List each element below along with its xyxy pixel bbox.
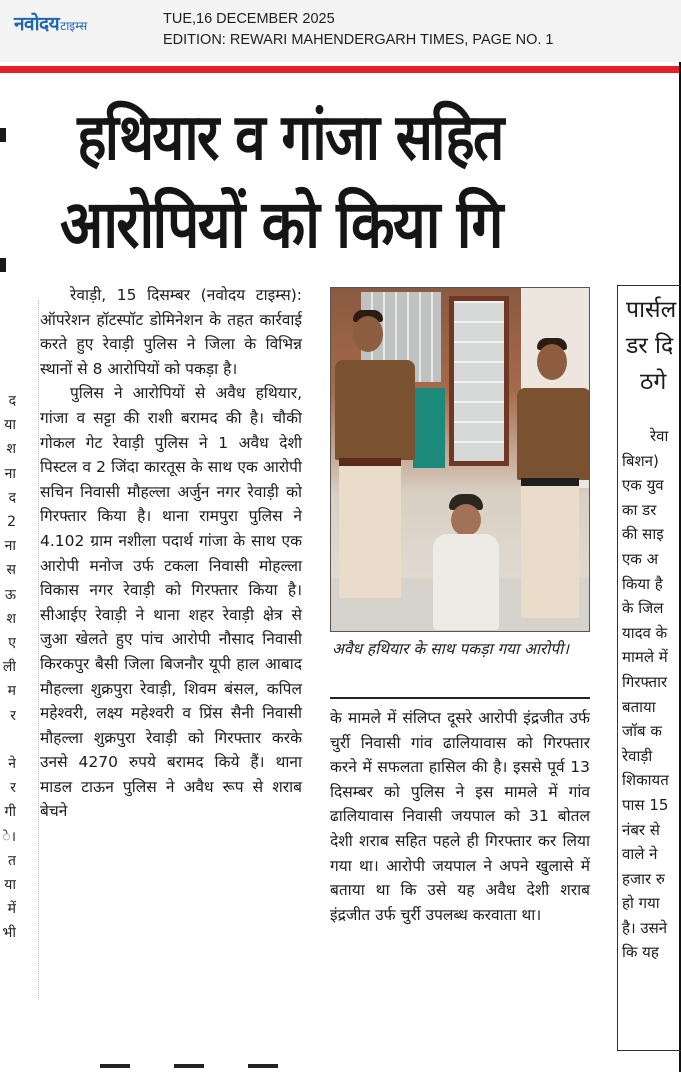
- edition-name: EDITION: REWARI MAHENDERGARH TIMES, PAGE NO. 1: [163, 32, 554, 48]
- sidebar-body-line: बिशन): [622, 451, 659, 470]
- headline-fragment: [100, 1064, 130, 1072]
- edition-date: TUE,16 DECEMBER 2025: [163, 11, 335, 27]
- headline-fragment: [248, 1064, 278, 1072]
- adjacent-story-left-clipped: [0, 80, 16, 1072]
- headline-line-1: हथियार व गांजा सहित: [77, 101, 503, 175]
- clipped-text-line: भी: [2, 925, 16, 942]
- sidebar-body-line: कि यह: [622, 943, 659, 962]
- clipped-text-line: ने: [8, 756, 16, 773]
- clipped-text-line: श: [6, 610, 16, 627]
- sidebar-body-line: मामले में: [622, 648, 668, 667]
- sidebar-body-line: है। उसने: [622, 918, 668, 937]
- article-paragraph: के मामले में संलिप्त दूसरे आरोपी इंद्रजीत उर्फ चुर्री निवासी गांव ढालियावास को गिरफ्तार करने में सफलता हासिल की है। इससे पूर्व 13 दिसम्बर को पुलिस ने इस मामले में गांव ढालियावास निवासी जयपाल को 31 बोतल देशी शराब सहित पहले ही गिरफ्तार कर लिया गया था। आरोपी जयपाल ने अपने खुलासे में बताया था कि उसे यह अवैध देशी शराब इंद्रजीत उर्फ चुर्री उपलब्ध करवाता था।: [330, 709, 590, 924]
- article-paragraph: रेवाड़ी, 15 दिसम्बर (नवोदय टाइम्स): ऑपरेशन हॉटस्पॉट डोमिनेशन के तहत कार्रवाई करते हुए रेवाड़ी पुलिस ने जिला के विभिन्न स्थानों से 8 आरोपियों को पकड़ा है।: [40, 286, 302, 378]
- clipped-text-line: त: [8, 852, 16, 869]
- clipped-text-line: र: [10, 707, 16, 724]
- newspaper-logo[interactable]: [14, 10, 87, 36]
- sidebar-body-line: वाले ने: [622, 845, 658, 864]
- caption-divider: [330, 697, 590, 699]
- article-column-1: [40, 283, 302, 824]
- clipped-text-line: र: [10, 780, 16, 797]
- sidebar-body-line: एक युव: [622, 476, 664, 495]
- clipped-text-line: े।: [2, 828, 16, 845]
- sidebar-headline-line: डर दि: [626, 333, 674, 359]
- logo-main-text: नवोदय: [14, 13, 60, 35]
- clipped-text-line: म: [7, 683, 16, 700]
- sidebar-body-line: एक अ: [622, 549, 659, 568]
- article-column-2: [330, 706, 590, 927]
- clipped-text-line: ना: [4, 465, 16, 482]
- sidebar-body-line: पास 15: [622, 795, 669, 814]
- sidebar-body-line: रेवा: [650, 427, 669, 445]
- sidebar-body-line: का डर: [622, 500, 657, 519]
- sidebar-body-line: हजार रु: [622, 869, 665, 888]
- clipped-text-line: गी: [4, 804, 16, 821]
- sidebar-body-line: शिकायत: [622, 771, 669, 790]
- sidebar-body-line: यादव के: [622, 623, 668, 642]
- sidebar-body-line: जॉब क: [622, 722, 662, 741]
- clipped-text-line: 2: [7, 514, 16, 531]
- sidebar-headline-line: पार्सल: [626, 297, 677, 323]
- clipped-text-line: स: [6, 562, 16, 579]
- sidebar-body-line: हो गया: [622, 894, 660, 913]
- clipped-text-line: में: [7, 901, 16, 918]
- headline-fragment: [174, 1064, 204, 1072]
- column-rule: [38, 300, 39, 1000]
- article-headline: [60, 92, 681, 266]
- logo-sub-text: टाइम्स: [60, 19, 88, 33]
- clipped-text-line: द: [8, 489, 16, 506]
- clipped-text-line: द: [8, 393, 16, 409]
- clipped-text-column: [2, 389, 16, 946]
- clipped-text-line: ऊ: [5, 586, 16, 603]
- masthead-bar: [0, 0, 681, 62]
- headline-line-2: आरोपियों को किया गि: [60, 186, 502, 263]
- article-photo[interactable]: [330, 287, 590, 632]
- headline-fragment: [0, 258, 6, 272]
- sidebar-body-line: के जिल: [622, 599, 664, 618]
- sidebar-body-line: की साइ: [622, 525, 664, 544]
- photo-accused-person: [421, 488, 511, 632]
- photo-police-officer-left: [331, 288, 421, 632]
- clipped-text-line: श: [6, 441, 16, 458]
- sidebar-body-line: गिरफ्तार: [622, 672, 668, 691]
- clipped-text-line: ली: [2, 659, 16, 676]
- sidebar-story-headline: [626, 292, 676, 400]
- header-divider: [0, 66, 681, 73]
- clipped-text-line: ए: [8, 635, 16, 652]
- sidebar-body-line: किया है: [622, 574, 663, 593]
- edition-info: [163, 9, 553, 51]
- photo-caption: अवैध हथियार के साथ पकड़ा गया आरोपी।: [332, 640, 569, 658]
- sidebar-story-body: [622, 424, 669, 965]
- photo-door: [449, 296, 509, 466]
- sidebar-story-box[interactable]: [617, 285, 681, 1051]
- sidebar-body-line: रेवाड़ी: [622, 746, 653, 765]
- sidebar-body-line: बताया: [622, 697, 656, 716]
- sidebar-body-line: नंबर से: [622, 820, 660, 839]
- clipped-text-line: या: [4, 417, 16, 434]
- next-headline-fragment: [100, 1064, 278, 1072]
- article-paragraph: पुलिस ने आरोपियों से अवैध हथियार, गांजा व सट्टा की राशी बरामद की है। चौकी गोकल गेट रेवाड़ी पुलिस ने 1 अवैध देशी पिस्टल व 2 जिंदा कारतूस के साथ एक आरोपी सचिन निवासी मौहल्ला अर्जुन नगर रेवाड़ी को गिरफ्तार किया है। थाना रामपुरा पुलिस ने 4.102 ग्राम नशीला पदार्थ गांजा के साथ एक आरोपी मनोज उर्फ टकला निवासी मोहल्ला विकास नगर रेवाड़ी को गिरफ्तार किया है। सीआईए रेवाड़ी ने थाना शहर रेवाड़ी क्षेत्र से जुआ खेलते हुए पांच आरोपी नौसाद निवासी किरकपुर बैसी जिला बिजनौर यूपी हाल आबाद मौहल्ला शुक्रपुरा रेवाड़ी, शिवम बंसल, कपिल महेश्वरी, लक्ष्य महेश्वरी व प्रिंस सैनी निवासी मौहल्ला शुक्रपुरा रेवाड़ी को गिरफ्तार करके उनसे 4270 रुपये बरामद किये हैं। थाना माडल टाऊन पुलिस ने अवैध रूप से शराब बेचने: [40, 384, 302, 821]
- clipped-text-line: [2, 728, 16, 752]
- clipped-text-line: या: [4, 877, 16, 894]
- photo-police-officer-right: [507, 288, 590, 632]
- headline-fragment: [0, 128, 6, 142]
- clipped-text-line: ना: [4, 538, 16, 555]
- sidebar-headline-line: ठगे: [640, 369, 667, 395]
